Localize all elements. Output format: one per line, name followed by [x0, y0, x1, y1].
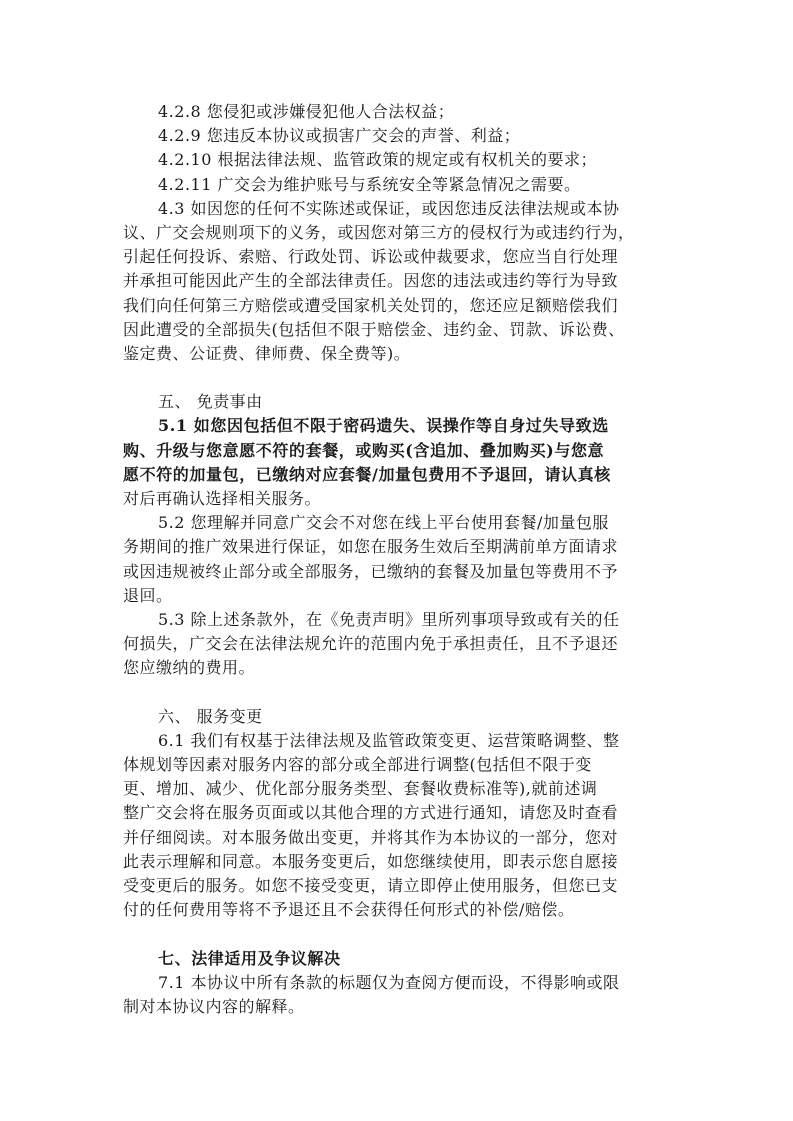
clause-5-2-line: 5.2 您理解并同意广交会不对您在线上平台使用套餐/加量包服 — [158, 513, 609, 533]
section-7-heading: 七、法律适用及争议解决 — [158, 948, 341, 968]
clause-4-2-11: 4.2.11 广交会为维护账号与系统安全等紧急情况之需要。 — [158, 174, 581, 194]
clause-6-1-line: 更、增加、减少、优化部分服务类型、套餐收费标准等),就前述调 — [123, 779, 598, 799]
clause-5-2-line: 务期间的推广效果进行保证，如您在服务生效后至期满前单方面请求 — [123, 537, 619, 557]
clause-6-1-line: 体规划等因素对服务内容的部分或全部进行调整(包括但不限于变 — [123, 755, 592, 775]
clause-7-1-line: 制对本协议内容的解释。 — [123, 996, 305, 1016]
section-5-heading: 五、 免责事由 — [158, 392, 263, 412]
clause-5-2-line: 或因违规被终止部分或全部服务，已缴纳的套餐及加量包等费用不予 — [123, 561, 619, 581]
clause-6-1-line: 6.1 我们有权基于法律法规及监管政策变更、运营策略调整、整 — [158, 730, 620, 750]
clause-4-2-10: 4.2.10 根据法律法规、监管政策的规定或有权机关的要求； — [158, 150, 597, 170]
clause-5-3-line: 5.3 除上述条款外，在《免责声明》里所列事项导致或有关的任 — [158, 609, 620, 629]
clause-4-2-9: 4.2.9 您违反本协议或损害广交会的声誉、利益； — [158, 126, 521, 146]
clause-4-2-8: 4.2.8 您侵犯或涉嫌侵犯他人合法权益； — [158, 102, 455, 121]
clause-4-3 — [123, 197, 668, 366]
clause-4-3-line: 议、广交会规则项下的义务，或因您对第三方的侵权行为或违约行为， — [123, 222, 635, 242]
spacer — [123, 366, 668, 390]
clause-6-1-line: 此表示理解和同意。本服务变更后，如您继续使用，即表示您自愿接 — [123, 851, 619, 871]
clause-6-1-line: 并仔细阅读。对本服务做出变更，并将其作为本协议的一部分，您对 — [123, 827, 619, 847]
clause-6-1-line: 付的任何费用等将不予退还且不会获得任何形式的补偿/赔偿。 — [123, 900, 575, 920]
clause-6-1 — [123, 729, 668, 923]
clause-5-3-line: 何损失，广交会在法律法规允许的范围内免于承担责任，且不予退还 — [123, 634, 619, 654]
clause-4-3-line: 鉴定费、公证费、律师费、保全费等)。 — [123, 343, 411, 363]
clause-4-3-line: 并承担可能因此产生的全部法律责任。因您的违法或违约等行为导致 — [123, 271, 619, 291]
clause-7-1 — [123, 971, 668, 1019]
clause-5-2-line: 退回。 — [123, 585, 173, 605]
clause-4-3-line: 引起任何投诉、索赔、行政处罚、诉讼或仲裁要求，您应当自行处理 — [123, 247, 619, 267]
clause-5-2 — [123, 511, 668, 608]
clause-5-1-line: 5.1 如您因包括但不限于密码遗失、误操作等自身过失导致选 — [158, 416, 609, 436]
clause-6-1-line: 受变更后的服务。如您不接受变更，请立即停止使用服务，但您已支 — [123, 876, 619, 895]
clause-5-1-line: 购、升级与您意愿不符的套餐，或购买(含追加、叠加购买)与您意 — [123, 440, 605, 460]
clause-5-3 — [123, 608, 668, 681]
document-page — [123, 100, 668, 1019]
spacer — [123, 922, 668, 946]
clause-6-1-line: 整广交会将在服务页面或以其他合理的方式进行通知，请您及时查看 — [123, 803, 619, 823]
clause-4-3-line: 我们向任何第三方赔偿或遭受国家机关处罚的，您还应足额赔偿我们 — [123, 295, 619, 315]
clause-4-3-line: 因此遭受的全部损失(包括但不限于赔偿金、违约金、罚款、诉讼费、 — [123, 319, 625, 339]
clause-5-3-line: 您应缴纳的费用。 — [123, 658, 256, 678]
clause-4-3-line: 4.3 如因您的任何不实陈述或保证，或因您违反法律法规或本协 — [158, 198, 620, 218]
section-6-heading: 六、 服务变更 — [158, 706, 263, 726]
spacer — [123, 681, 668, 705]
clause-5-1 — [123, 414, 668, 511]
clause-5-1-line: 对后再确认选择相关服务。 — [123, 489, 322, 508]
clause-5-1-line: 愿不符的加量包，已缴纳对应套餐/加量包费用不予退回，请认真核 — [123, 464, 611, 484]
clause-7-1-line: 7.1 本协议中所有条款的标题仅为查阅方便而设，不得影响或限 — [158, 972, 620, 992]
